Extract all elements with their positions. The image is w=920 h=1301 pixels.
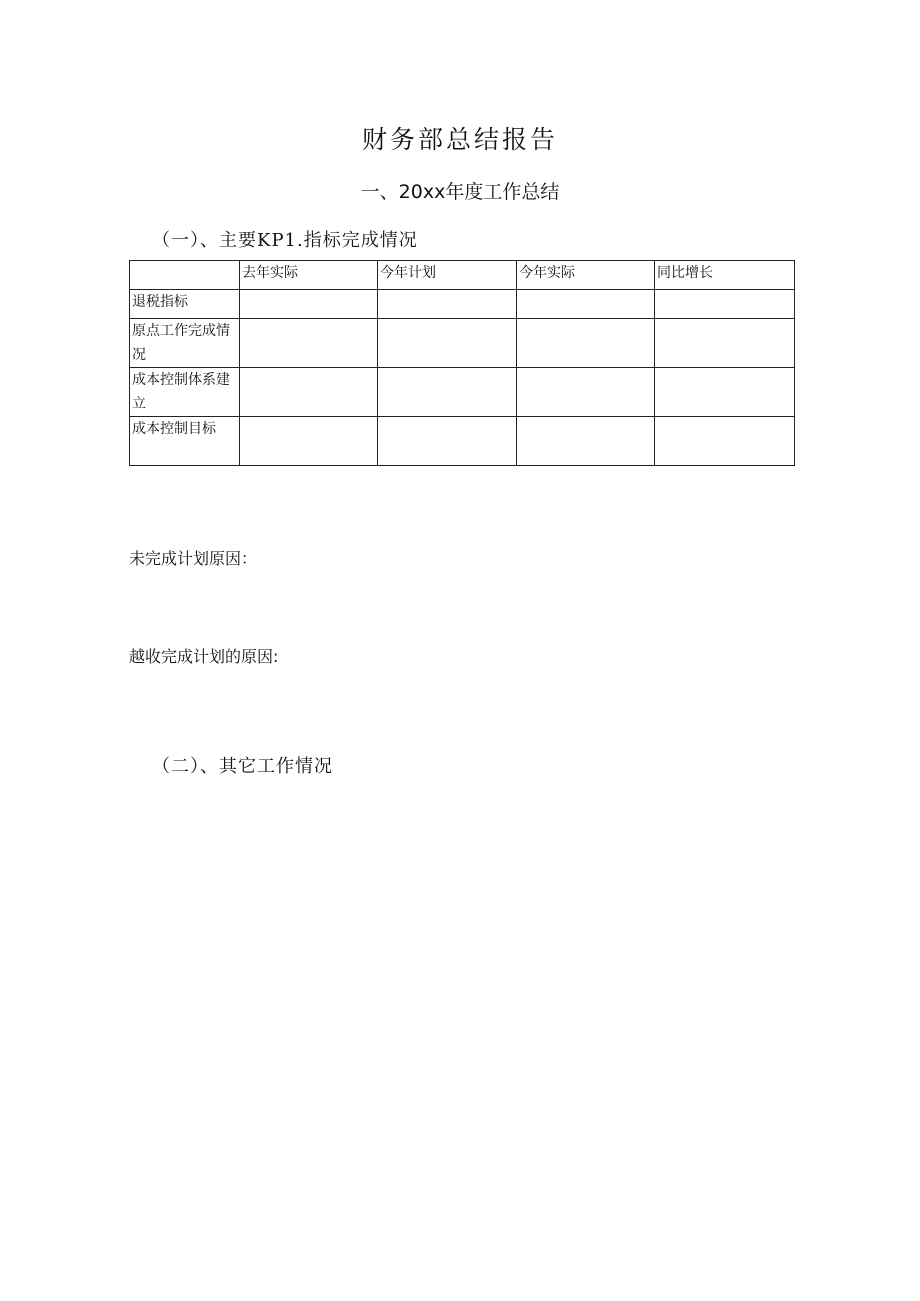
table-cell (517, 319, 655, 368)
table-row (130, 319, 795, 368)
document-title: 财务部总结报告 (361, 125, 558, 154)
table-header-cell: 同比增长 (655, 261, 795, 290)
table-cell (240, 319, 378, 368)
table-cell (517, 290, 655, 319)
incomplete-reason-label: 未完成计划原因： (129, 549, 258, 568)
table-header-row (130, 261, 795, 290)
row-label-cell: 原点工作完成情况 (130, 319, 240, 368)
row-label-cell: 退税指标 (130, 290, 240, 319)
table-cell (517, 417, 655, 466)
row-label-cell: 成本控制体系建立 (130, 368, 240, 417)
table-cell (378, 417, 517, 466)
subsection-1-title: （一）、主要KP1.指标完成情况 (152, 230, 418, 251)
table-cell (240, 417, 378, 466)
table-row (130, 290, 795, 319)
table-header-cell: 去年实际 (240, 261, 378, 290)
section-1-title: 一、20xx年度工作总结 (360, 181, 560, 203)
subsection-2-title: （二）、其它工作情况 (152, 756, 333, 777)
table-cell (378, 368, 517, 417)
table-cell (378, 319, 517, 368)
table-row (130, 417, 795, 466)
table-cell (655, 417, 795, 466)
table-header-cell (130, 261, 240, 290)
table-header-cell: 今年计划 (378, 261, 517, 290)
table-cell (655, 319, 795, 368)
table-cell (240, 290, 378, 319)
exceeded-reason-label: 越收完成计划的原因: (129, 647, 279, 666)
table-header-cell: 今年实际 (517, 261, 655, 290)
kpi-table (129, 260, 795, 466)
table-cell (378, 290, 517, 319)
row-label-cell: 成本控制目标 (130, 417, 240, 466)
table-row (130, 368, 795, 417)
table-cell (655, 368, 795, 417)
table-cell (517, 368, 655, 417)
table-cell (240, 368, 378, 417)
table-cell (655, 290, 795, 319)
